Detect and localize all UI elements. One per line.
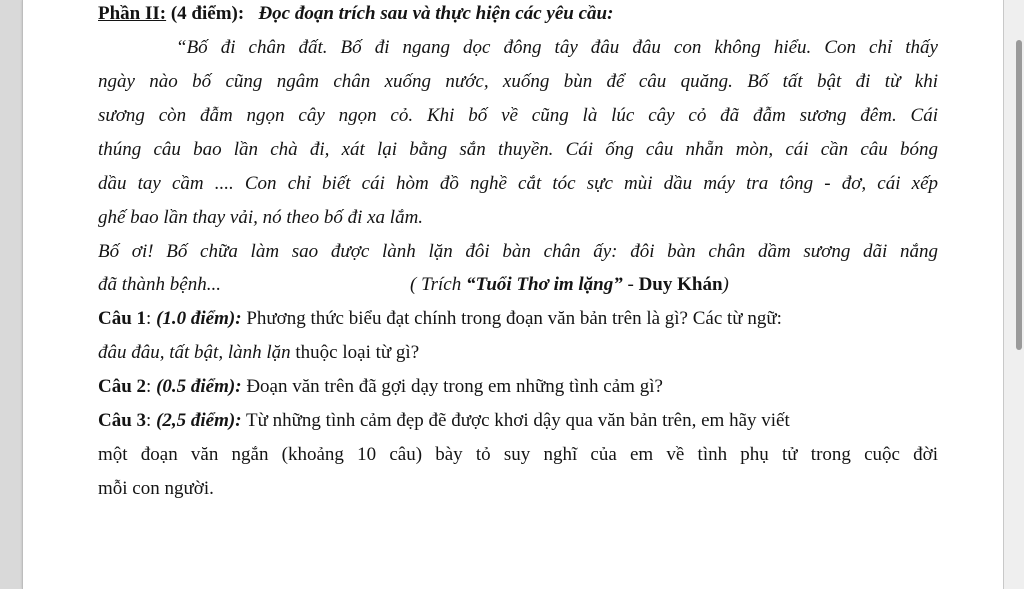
scrollbar-thumb[interactable] [1016, 40, 1022, 350]
question-1-text: Phương thức biểu đạt chính trong đoạn văn bản trên là gì? Các từ ngữ: [241, 308, 782, 329]
citation-separator: - [622, 274, 639, 295]
section-label: Phần II: [98, 3, 167, 24]
question-1-points: (1.0 điểm): [156, 308, 242, 329]
viewer-left-border [0, 0, 22, 589]
citation-title: “Tuổi Thơ im lặng” [465, 274, 623, 295]
question-2-label: Câu 2 [98, 376, 147, 397]
question-2-text: Đoạn văn trên đã gợi dạy trong em những tình cảm gì? [241, 376, 663, 397]
question-1-sep: : [146, 308, 157, 329]
question-2 [98, 375, 663, 399]
question-3-points: (2,5 điểm): [156, 410, 242, 431]
passage-line-1: “Bố đi chân đất. Bố đi ngang dọc đông tây đâu đâu con không hiểu. Con chỉ thấy [176, 37, 938, 58]
question-1 [98, 307, 782, 331]
citation-prefix: ( Trích [410, 274, 466, 295]
citation-author: Duy Khán [638, 274, 723, 295]
question-3-label: Câu 3 [98, 410, 147, 431]
question-2-points: (0.5 điểm): [156, 376, 242, 397]
passage-line-3: sương còn đẫm ngọn cây ngọn cỏ. Khi bố về cũng là lúc cây cỏ đã đẫm sương đêm. Cái [98, 105, 938, 126]
passage-line-2: ngày nào bố cũng ngâm chân xuống nước, xuống bùn để câu quăng. Bố tất bật đi từ khi [98, 71, 938, 92]
question-3-line-3: mỗi con người. [98, 478, 214, 499]
section-points: (4 điểm): [166, 3, 245, 24]
vertical-scrollbar[interactable] [1004, 0, 1024, 589]
passage-line-6: ghế bao lần thay vải, nó theo bố đi xa lắm. [98, 207, 424, 228]
question-3-line-2: một đoạn văn ngắn (khoảng 10 câu) bày tỏ suy nghĩ của em về tình phụ tử trong cuộc đời [98, 444, 938, 465]
passage-citation [410, 273, 729, 297]
question-2-sep: : [146, 376, 157, 397]
question-1-text-2: thuộc loại từ gì? [290, 342, 420, 363]
section-heading [98, 2, 613, 26]
citation-suffix: ) [722, 274, 729, 295]
passage-line-4: thúng câu bao lần chà đi, xát lại bằng sắn thuyền. Cái ống câu nhẵn mòn, cái cần câu bóng [98, 139, 938, 160]
section-instruction: Đọc đoạn trích sau và thực hiện các yêu cầu: [258, 3, 614, 24]
passage-line-7: Bố ơi! Bố chữa làm sao được lành lặn đôi bàn chân ấy: đôi bàn chân dầm sương dãi nắng [98, 241, 938, 262]
question-3-sep: : [146, 410, 157, 431]
question-1-terms: đâu đâu, tất bật, lành lặn [98, 342, 291, 363]
passage-line-5: dầu tay cầm .... Con chỉ biết cái hòm đồ nghề cắt tóc sực mùi dầu máy tra tông - đơ, cái xếp [98, 173, 938, 194]
question-1-label: Câu 1 [98, 308, 147, 329]
question-3 [98, 409, 790, 433]
question-3-text: Từ những tình cảm đẹp đẽ được khơi dậy qua văn bản trên, em hãy viết [241, 410, 790, 431]
question-1-continued [98, 341, 419, 365]
passage-last-line: đã thành bệnh... [98, 274, 221, 295]
